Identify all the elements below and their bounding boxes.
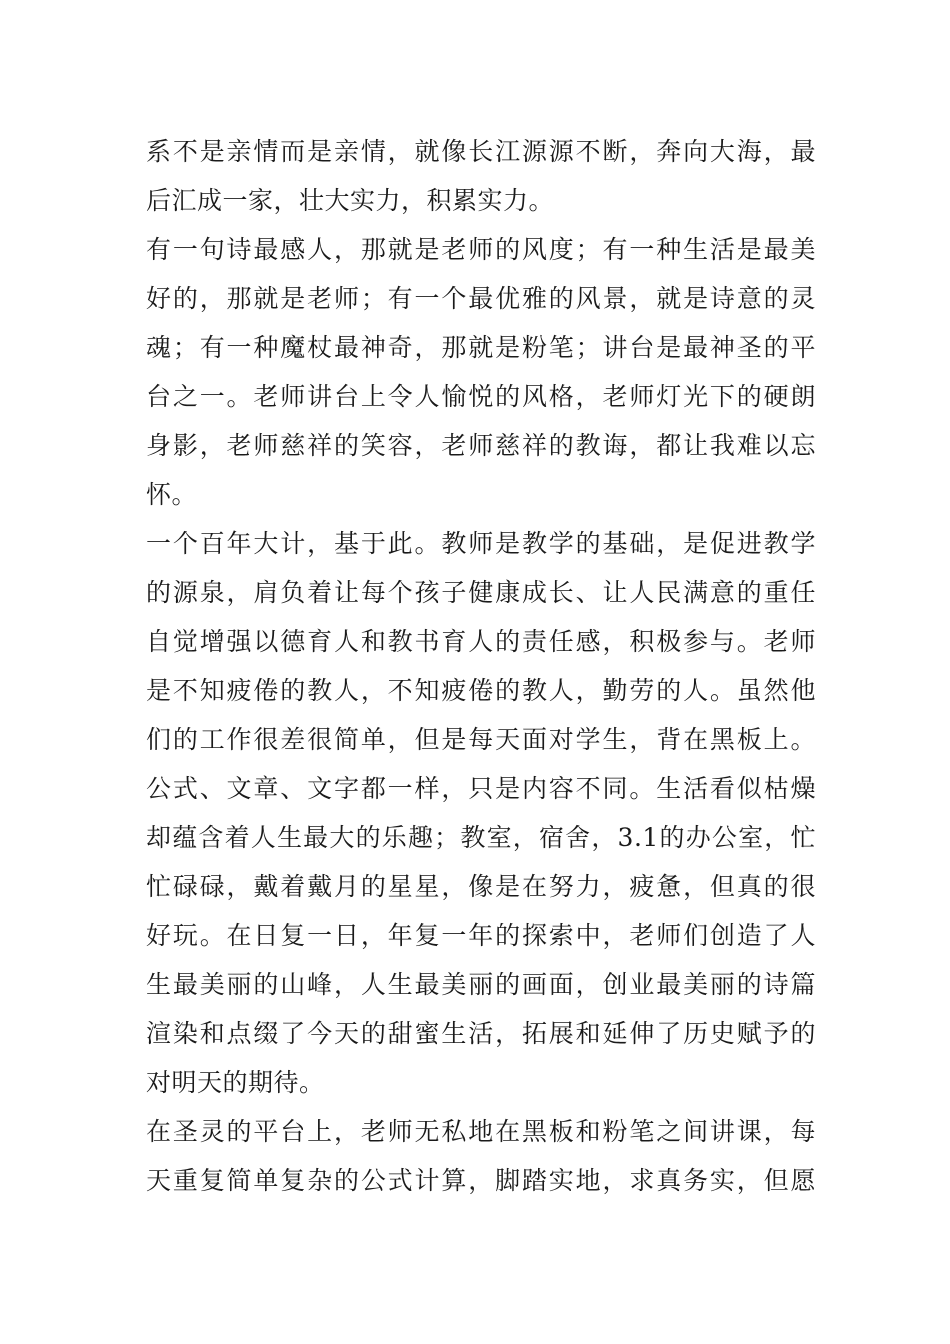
- text-line: 后汇成一家，壮大实力，积累实力。: [146, 186, 555, 215]
- text-line: 好玩。在日复一日，年复一年的探索中，老师们创造了人: [146, 921, 816, 950]
- text-line: 对明天的期待。: [146, 1068, 325, 1097]
- text-line: 一个百年大计，基于此。教师是教学的基础，是促进教学: [146, 529, 816, 558]
- text-line: 在圣灵的平台上，老师无私地在黑板和粉笔之间讲课，每: [146, 1117, 816, 1146]
- text-line: 公式、文章、文字都一样，只是内容不同。生活看似枯燥: [146, 774, 816, 803]
- text-line: 的源泉，肩负着让每个孩子健康成长、让人民满意的重任: [146, 578, 816, 607]
- text-line: 身影，老师慈祥的笑容，老师慈祥的教诲，都让我难以忘: [146, 431, 816, 460]
- text-line: 是不知疲倦的教人，不知疲倦的教人，勤劳的人。虽然他: [146, 676, 816, 705]
- text-line: 怀。: [146, 480, 198, 509]
- text-line: 们的工作很差很简单，但是每天面对学生，背在黑板上。: [146, 725, 816, 754]
- text-line: 有一句诗最感人，那就是老师的风度；有一种生活是最美: [146, 235, 816, 264]
- text-line: 系不是亲情而是亲情，就像长江源源不断，奔向大海，最: [146, 137, 816, 166]
- text-line: 台之一。老师讲台上令人愉悦的风格，老师灯光下的硬朗: [146, 382, 816, 411]
- text-line: 自觉增强以德育人和教书育人的责任感，积极参与。老师: [146, 627, 816, 656]
- text-line: 魂；有一种魔杖最神奇，那就是粉笔；讲台是最神圣的平: [146, 333, 816, 362]
- text-line: 好的，那就是老师；有一个最优雅的风景，就是诗意的灵: [146, 284, 816, 313]
- text-line: 忙碌碌，戴着戴月的星星，像是在努力，疲惫，但真的很: [146, 872, 816, 901]
- text-line: 渲染和点缀了今天的甜蜜生活，拓展和延伸了历史赋予的: [146, 1019, 816, 1048]
- text-line: 天重复简单复杂的公式计算，脚踏实地，求真务实，但愿: [146, 1166, 816, 1195]
- text-line: 生最美丽的山峰，人生最美丽的画面，创业最美丽的诗篇: [146, 970, 816, 999]
- text-line: 却蕴含着人生最大的乐趣；教室，宿舍，3.1的办公室，忙: [146, 823, 816, 852]
